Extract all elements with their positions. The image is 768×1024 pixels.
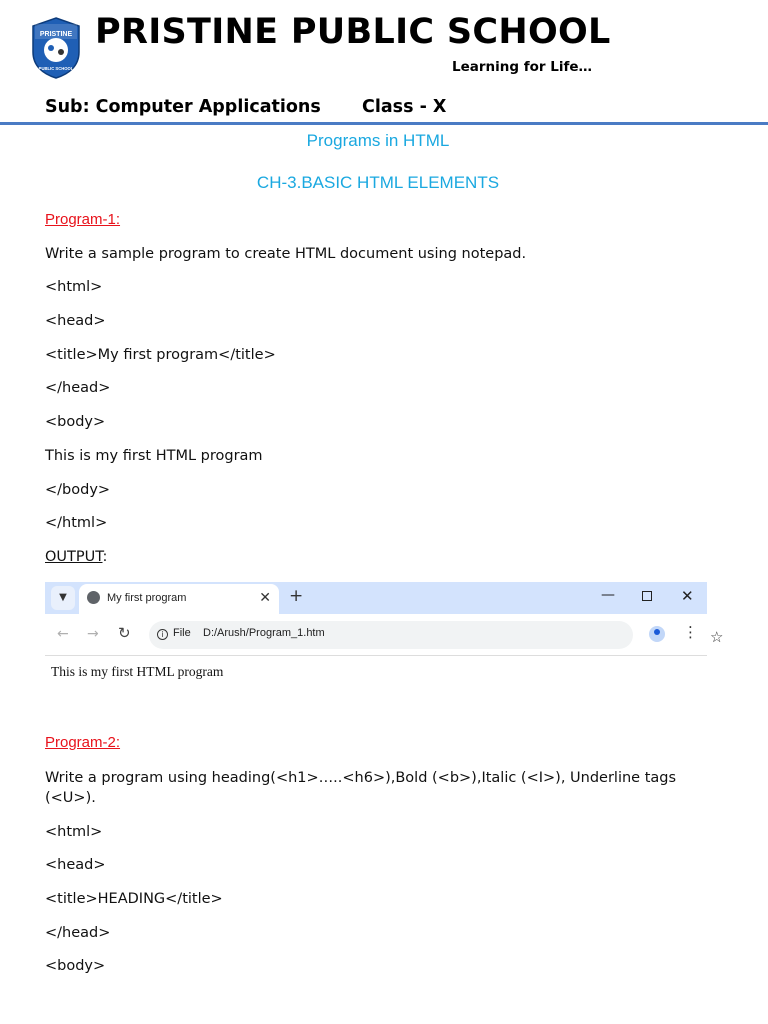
globe-icon bbox=[87, 591, 100, 604]
url-text: D:/Arush/Program_1.htm bbox=[203, 627, 325, 639]
code-line: </body> bbox=[45, 482, 111, 498]
code-line: </html> bbox=[45, 515, 108, 531]
output-label: OUTPUT bbox=[45, 549, 103, 565]
menu-icon[interactable]: ⋮ bbox=[683, 623, 698, 641]
tab-search-icon[interactable]: ▼ bbox=[51, 586, 75, 610]
code-line: </head> bbox=[45, 380, 111, 396]
maximize-icon[interactable] bbox=[642, 591, 652, 601]
program-2-label: Program-2: bbox=[45, 734, 121, 751]
code-line: <title>My first program</title> bbox=[45, 347, 276, 363]
program-1-label: Program-1: bbox=[45, 211, 121, 228]
window-close-icon[interactable]: ✕ bbox=[681, 587, 694, 605]
browser-tab-bar bbox=[45, 582, 707, 614]
program-1-question: Write a sample program to create HTML document using notepad. bbox=[45, 246, 527, 262]
browser-tab[interactable] bbox=[79, 584, 279, 614]
code-line: </head> bbox=[45, 925, 111, 941]
chapter-title: CH-3.BASIC HTML ELEMENTS bbox=[256, 173, 500, 192]
code-line: <head> bbox=[45, 313, 106, 329]
code-line: <body> bbox=[45, 414, 106, 430]
code-line: <body> bbox=[45, 958, 106, 974]
plus-icon[interactable]: + bbox=[289, 586, 304, 606]
code-line: <html> bbox=[45, 279, 103, 295]
star-icon[interactable]: ☆ bbox=[710, 628, 724, 646]
output-colon: : bbox=[102, 549, 108, 565]
browser-page-text: This is my first HTML program bbox=[51, 664, 224, 679]
logo-text-top: PRISTINE bbox=[39, 31, 73, 38]
code-line: <html> bbox=[45, 824, 103, 840]
code-line: <title>HEADING</title> bbox=[45, 891, 223, 907]
tab-title: My first program bbox=[107, 592, 187, 604]
logo-text-bottom: PUBLIC SCHOOL bbox=[38, 66, 74, 71]
browser-toolbar bbox=[45, 614, 724, 656]
page-title: Programs in HTML bbox=[306, 131, 450, 150]
subject-label: Sub: Computer Applications bbox=[45, 97, 321, 117]
tagline: Learning for Life… bbox=[452, 59, 593, 75]
profile-icon[interactable] bbox=[649, 626, 665, 642]
minimize-icon[interactable]: — bbox=[601, 587, 615, 603]
browser-output-screenshot bbox=[45, 582, 724, 682]
code-line: <head> bbox=[45, 857, 106, 873]
forward-icon[interactable]: → bbox=[87, 626, 99, 642]
output-heading bbox=[45, 549, 107, 565]
program-2-question: Write a program using heading(<h1>…..<h6>),Bold (<b>),Italic (<I>), Underline tags (<U>). bbox=[45, 770, 677, 806]
class-label: Class - X bbox=[362, 97, 447, 117]
back-icon[interactable]: ← bbox=[57, 626, 69, 642]
header-divider bbox=[0, 122, 768, 125]
school-name: PRISTINE PUBLIC SCHOOL bbox=[95, 12, 611, 52]
code-line: This is my first HTML program bbox=[45, 448, 263, 464]
file-label: File bbox=[173, 627, 191, 639]
info-icon[interactable]: i bbox=[157, 629, 168, 640]
school-logo bbox=[29, 16, 83, 80]
reload-icon[interactable]: ↻ bbox=[118, 624, 131, 642]
close-icon[interactable]: ✕ bbox=[259, 590, 271, 606]
address-bar[interactable] bbox=[149, 621, 724, 649]
